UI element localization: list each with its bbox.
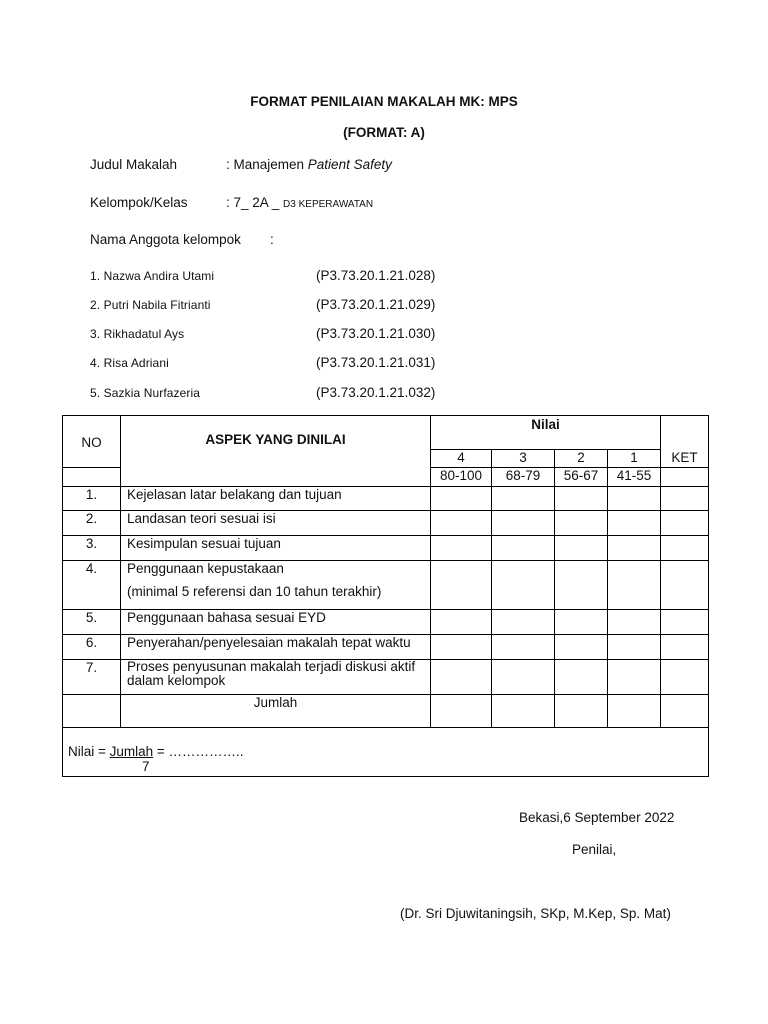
row-no: 4. bbox=[63, 561, 121, 610]
score-cell[interactable] bbox=[608, 561, 661, 610]
judul-italic: Patient Safety bbox=[307, 157, 392, 172]
range-56-67: 56-67 bbox=[555, 468, 608, 487]
row-no: 7. bbox=[63, 660, 121, 695]
formula-jumlah: Jumlah bbox=[109, 744, 154, 759]
score-cell[interactable] bbox=[608, 536, 661, 561]
member-nim-4: (P3.73.20.1.21.031) bbox=[316, 355, 436, 370]
formula-row bbox=[63, 728, 709, 777]
formula-suffix: = …………….. bbox=[153, 744, 244, 759]
judul-value bbox=[226, 157, 392, 172]
score-header-3: 3 bbox=[492, 450, 555, 468]
score-cell[interactable] bbox=[555, 487, 608, 511]
score-header-1: 1 bbox=[608, 450, 661, 468]
score-cell[interactable] bbox=[555, 511, 608, 536]
row-no: 1. bbox=[63, 487, 121, 511]
kelompok-prefix: : 7_ 2A _ bbox=[226, 195, 284, 210]
row-aspek-line-1: Penggunaan kepustakaan bbox=[127, 561, 284, 576]
formula-cell bbox=[63, 728, 709, 777]
row-no: 2. bbox=[63, 511, 121, 536]
row-aspek: Kesimpulan sesuai tujuan bbox=[121, 536, 431, 561]
member-name-1: 1. Nazwa Andira Utami bbox=[90, 269, 215, 283]
anggota-label: Nama Anggota kelompok bbox=[90, 232, 241, 247]
score-cell[interactable] bbox=[431, 561, 492, 610]
formula-prefix: Nilai = bbox=[68, 744, 110, 759]
ket-header: KET bbox=[661, 450, 709, 468]
member-name-2: 2. Putri Nabila Fitrianti bbox=[90, 298, 211, 312]
score-cell[interactable] bbox=[555, 610, 608, 635]
ket-cell[interactable] bbox=[661, 561, 709, 610]
score-cell[interactable] bbox=[608, 610, 661, 635]
row-aspek: Penggunaan bahasa sesuai EYD bbox=[121, 610, 431, 635]
score-cell[interactable] bbox=[492, 660, 555, 695]
score-cell[interactable] bbox=[492, 610, 555, 635]
signer-name: (Dr. Sri Djuwitaningsih, SKp, M.Kep, Sp. Mat) bbox=[400, 906, 671, 921]
range-41-55: 41-55 bbox=[608, 468, 661, 487]
formula-divisor: 7 bbox=[142, 759, 150, 774]
table-row bbox=[63, 561, 709, 610]
assessment-table bbox=[62, 415, 709, 777]
row-aspek bbox=[121, 561, 431, 610]
score-cell[interactable] bbox=[608, 635, 661, 660]
row-aspek: Kejelasan latar belakang dan tujuan bbox=[121, 487, 431, 511]
jumlah-label: Jumlah bbox=[121, 695, 431, 728]
member-nim-5: (P3.73.20.1.21.032) bbox=[316, 385, 436, 400]
kelompok-label: Kelompok/Kelas bbox=[90, 195, 188, 210]
row-no: 5. bbox=[63, 610, 121, 635]
score-cell[interactable] bbox=[555, 561, 608, 610]
page-subtitle: (FORMAT: A) bbox=[343, 125, 425, 140]
row-no: 6. bbox=[63, 635, 121, 660]
row-aspek-line-1: Proses penyusunan makalah terjadi diskusi aktif bbox=[127, 659, 416, 674]
score-cell[interactable] bbox=[608, 487, 661, 511]
score-cell[interactable] bbox=[492, 635, 555, 660]
table-row bbox=[63, 511, 709, 536]
ket-cell[interactable] bbox=[661, 536, 709, 561]
member-nim-3: (P3.73.20.1.21.030) bbox=[316, 326, 436, 341]
place-date: Bekasi,6 September 2022 bbox=[519, 810, 675, 825]
score-cell[interactable] bbox=[431, 610, 492, 635]
table-row bbox=[63, 487, 709, 511]
member-name-4: 4. Risa Adriani bbox=[90, 356, 169, 370]
member-name-5: 5. Sazkia Nurfazeria bbox=[90, 386, 201, 400]
score-cell[interactable] bbox=[492, 695, 555, 728]
member-name-3: 3. Rikhadatul Ays bbox=[90, 327, 185, 341]
judul-label: Judul Makalah bbox=[90, 157, 178, 172]
kelompok-rest: 3 KEPERAWATAN bbox=[290, 199, 374, 210]
jumlah-row bbox=[63, 695, 709, 728]
row-no: 3. bbox=[63, 536, 121, 561]
no-header: NO bbox=[63, 416, 121, 450]
score-cell[interactable] bbox=[431, 660, 492, 695]
score-cell[interactable] bbox=[608, 695, 661, 728]
score-cell[interactable] bbox=[608, 660, 661, 695]
score-cell[interactable] bbox=[431, 695, 492, 728]
score-cell[interactable] bbox=[492, 487, 555, 511]
range-68-79: 68-79 bbox=[492, 468, 555, 487]
table-row bbox=[63, 660, 709, 695]
ket-cell[interactable] bbox=[661, 511, 709, 536]
member-nim-2: (P3.73.20.1.21.029) bbox=[316, 297, 436, 312]
range-80-100: 80-100 bbox=[431, 468, 492, 487]
score-cell[interactable] bbox=[555, 660, 608, 695]
score-cell[interactable] bbox=[431, 635, 492, 660]
score-cell[interactable] bbox=[608, 511, 661, 536]
member-nim-1: (P3.73.20.1.21.028) bbox=[316, 268, 436, 283]
page-title: FORMAT PENILAIAN MAKALAH MK: MPS bbox=[250, 94, 518, 109]
score-header-2: 2 bbox=[555, 450, 608, 468]
score-cell[interactable] bbox=[555, 536, 608, 561]
score-cell[interactable] bbox=[555, 695, 608, 728]
formula-line bbox=[68, 744, 708, 759]
score-cell[interactable] bbox=[555, 635, 608, 660]
kelompok-d: D bbox=[283, 199, 291, 210]
score-cell[interactable] bbox=[492, 536, 555, 561]
judul-prefix: : Manajemen bbox=[226, 157, 308, 172]
ket-cell[interactable] bbox=[661, 695, 709, 728]
kelompok-value bbox=[226, 195, 373, 210]
table-row bbox=[63, 536, 709, 561]
score-cell[interactable] bbox=[431, 536, 492, 561]
row-aspek-line-2: (minimal 5 referensi dan 10 tahun terakhir) bbox=[127, 584, 382, 599]
score-cell[interactable] bbox=[492, 511, 555, 536]
aspek-header: ASPEK YANG DINILAI bbox=[121, 416, 431, 487]
row-aspek-line-2: dalam kelompok bbox=[127, 673, 226, 688]
penilai-label: Penilai, bbox=[572, 842, 617, 857]
nilai-header: Nilai bbox=[431, 416, 661, 450]
row-aspek: Landasan teori sesuai isi bbox=[121, 511, 431, 536]
ket-cell[interactable] bbox=[661, 487, 709, 511]
row-aspek bbox=[121, 660, 431, 695]
score-cell[interactable] bbox=[492, 561, 555, 610]
score-header-4: 4 bbox=[431, 450, 492, 468]
ket-cell[interactable] bbox=[661, 660, 709, 695]
score-cell[interactable] bbox=[431, 487, 492, 511]
table-row bbox=[63, 635, 709, 660]
score-cell[interactable] bbox=[431, 511, 492, 536]
ket-cell[interactable] bbox=[661, 610, 709, 635]
row-aspek: Penyerahan/penyelesaian makalah tepat waktu bbox=[121, 635, 431, 660]
ket-cell[interactable] bbox=[661, 635, 709, 660]
table-row bbox=[63, 610, 709, 635]
anggota-colon: : bbox=[270, 232, 274, 247]
